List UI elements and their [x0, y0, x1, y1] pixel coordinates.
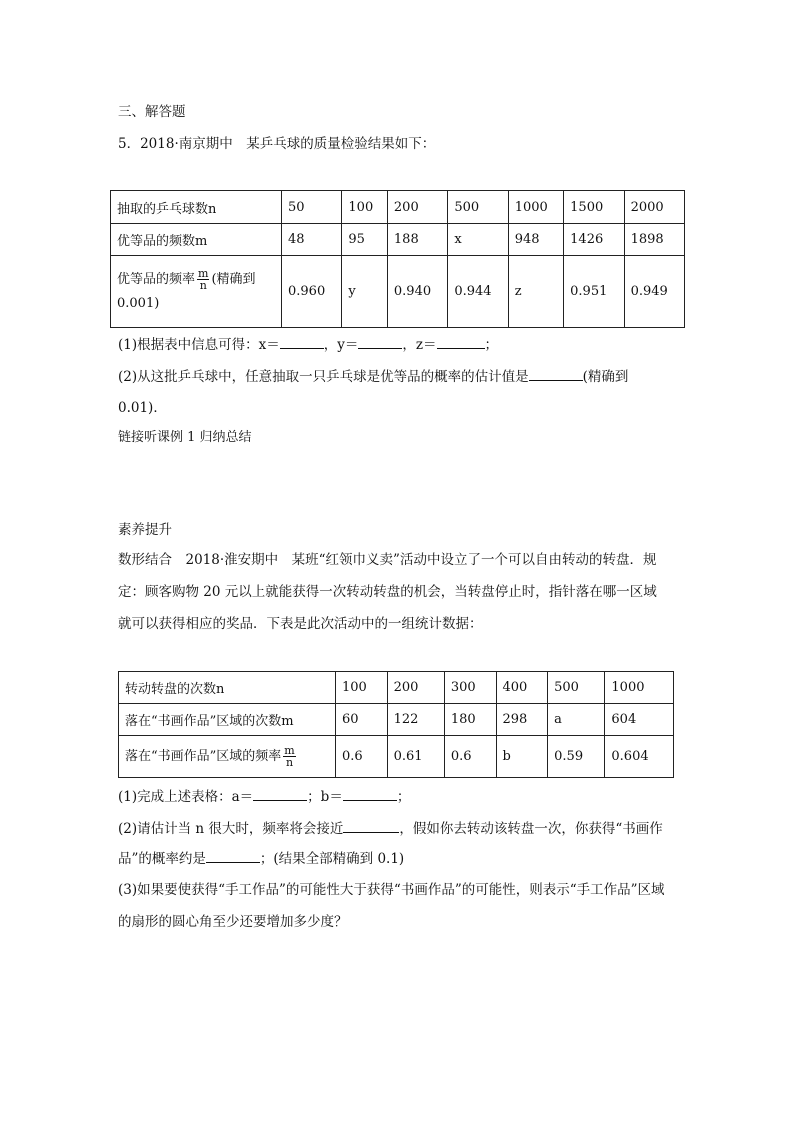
q5-part2: (2)从这批乒乓球中，任意抽取一只乒乓球是优等品的概率的估计值是 (精确到 — [118, 366, 628, 387]
table-cell: 95 — [342, 224, 388, 256]
table-cell: 48 — [282, 224, 342, 256]
table-cell: 1500 — [564, 191, 624, 224]
table-cell: x — [448, 224, 508, 256]
table-row — [111, 256, 685, 328]
row-label-rate: 落在“书画作品”区域的频率 $\frac{m}{n}$ — [119, 736, 336, 778]
answer-blank-a[interactable] — [253, 786, 307, 801]
suyang-line2: 定：顾客购物 20 元以上就能获得一次转动转盘的机会，当转盘停止时，指针落在哪一区域 — [118, 584, 657, 600]
table-cell: y — [342, 256, 388, 328]
table-cell: 0.940 — [387, 256, 447, 328]
fraction-m-over-n: $\frac{m}{n}$ — [284, 744, 295, 769]
table-cell: 1000 — [605, 672, 674, 704]
table-cell: 100 — [342, 191, 388, 224]
table-cell: 100 — [336, 672, 388, 704]
suyang-line3: 就可以获得相应的奖品．下表是此次活动中的一组统计数据： — [118, 616, 483, 632]
answer-blank-estimate[interactable] — [529, 366, 583, 381]
suyang-heading: 素养提升 — [118, 522, 172, 538]
table-cell: 0.951 — [564, 256, 624, 328]
section-heading: 三、解答题 — [118, 104, 186, 120]
q5-part1: (1)根据表中信息可得：x＝ ，y＝ ，z＝ ； — [118, 334, 498, 355]
rate-precision: (精确到 — [211, 271, 256, 287]
suyang-part3: (3)如果要使获得“手工作品”的可能性大于获得“书画作品”的可能性，则表示“手工作品”区域 — [118, 882, 665, 898]
table-cell: 0.59 — [548, 736, 605, 778]
table-cell: 0.61 — [387, 736, 444, 778]
table-cell: 0.6 — [444, 736, 496, 778]
table-cell: 188 — [387, 224, 447, 256]
table-cell: 0.944 — [448, 256, 508, 328]
table-cell: 50 — [282, 191, 342, 224]
link-note: 链接听课例 1 归纳总结 — [118, 430, 252, 445]
row-label-rate — [111, 256, 282, 328]
table-cell: z — [508, 256, 563, 328]
answer-blank-b[interactable] — [343, 786, 397, 801]
table-cell: 200 — [387, 672, 444, 704]
suyang-part1: (1)完成上述表格：a＝ ；b＝ ； — [118, 786, 410, 807]
table-cell: 604 — [605, 704, 674, 736]
suyang-line1: 数形结合 2018·淮安期中 某班“红领巾义卖”活动中设立了一个可以自由转动的转盘．规 — [118, 552, 657, 568]
answer-blank-x[interactable] — [280, 334, 324, 349]
row-label-n: 抽取的乒乓球数n — [111, 191, 282, 224]
answer-blank-y[interactable] — [358, 334, 402, 349]
table-cell: 0.604 — [605, 736, 674, 778]
q5-part2-cont: 0.01)． — [118, 400, 167, 416]
table-cell: 298 — [496, 704, 548, 736]
table-cell: 0.6 — [336, 736, 388, 778]
rate-precision-value: 0.001) — [117, 295, 160, 311]
table-row — [119, 672, 674, 704]
table-cell: 2000 — [624, 191, 684, 224]
table-cell: 948 — [508, 224, 563, 256]
answer-blank-z[interactable] — [437, 334, 485, 349]
table-cell: 500 — [548, 672, 605, 704]
table-row — [119, 704, 674, 736]
suyang-table — [118, 671, 674, 778]
table-cell: 60 — [336, 704, 388, 736]
table-cell: 1000 — [508, 191, 563, 224]
table-cell: 0.960 — [282, 256, 342, 328]
table-cell: 1426 — [564, 224, 624, 256]
suyang-part2-cont: 品”的概率约是 ；(结果全部精确到 0.1) — [118, 848, 404, 869]
table-cell: 122 — [387, 704, 444, 736]
table-cell: 1898 — [624, 224, 684, 256]
rate-label: 优等品的频率 — [117, 271, 196, 287]
q5-table — [110, 190, 685, 328]
table-cell: 180 — [444, 704, 496, 736]
fraction-m-over-n: $\frac{m}{n}$ — [198, 266, 209, 292]
table-cell: 400 — [496, 672, 548, 704]
table-cell: 200 — [387, 191, 447, 224]
table-cell: 0.949 — [624, 256, 684, 328]
suyang-part3-cont: 的扇形的圆心角至少还要增加多少度？ — [118, 914, 348, 930]
row-label-m: 落在“书画作品”区域的次数m — [119, 704, 336, 736]
row-label-n: 转动转盘的次数n — [119, 672, 336, 704]
table-row — [111, 191, 685, 224]
table-row — [119, 736, 674, 778]
answer-blank-approach[interactable] — [343, 818, 399, 833]
table-cell: a — [548, 704, 605, 736]
suyang-part2: (2)请估计当 n 很大时，频率将会接近 ，假如你去转动该转盘一次，你获得“书画作 — [118, 818, 663, 839]
table-cell: 300 — [444, 672, 496, 704]
table-cell: 500 — [448, 191, 508, 224]
q5-intro: 5．2018·南京期中 某乒乓球的质量检验结果如下： — [118, 136, 436, 152]
row-label-m: 优等品的频数m — [111, 224, 282, 256]
table-row — [111, 224, 685, 256]
answer-blank-probability[interactable] — [206, 848, 260, 863]
table-cell: b — [496, 736, 548, 778]
